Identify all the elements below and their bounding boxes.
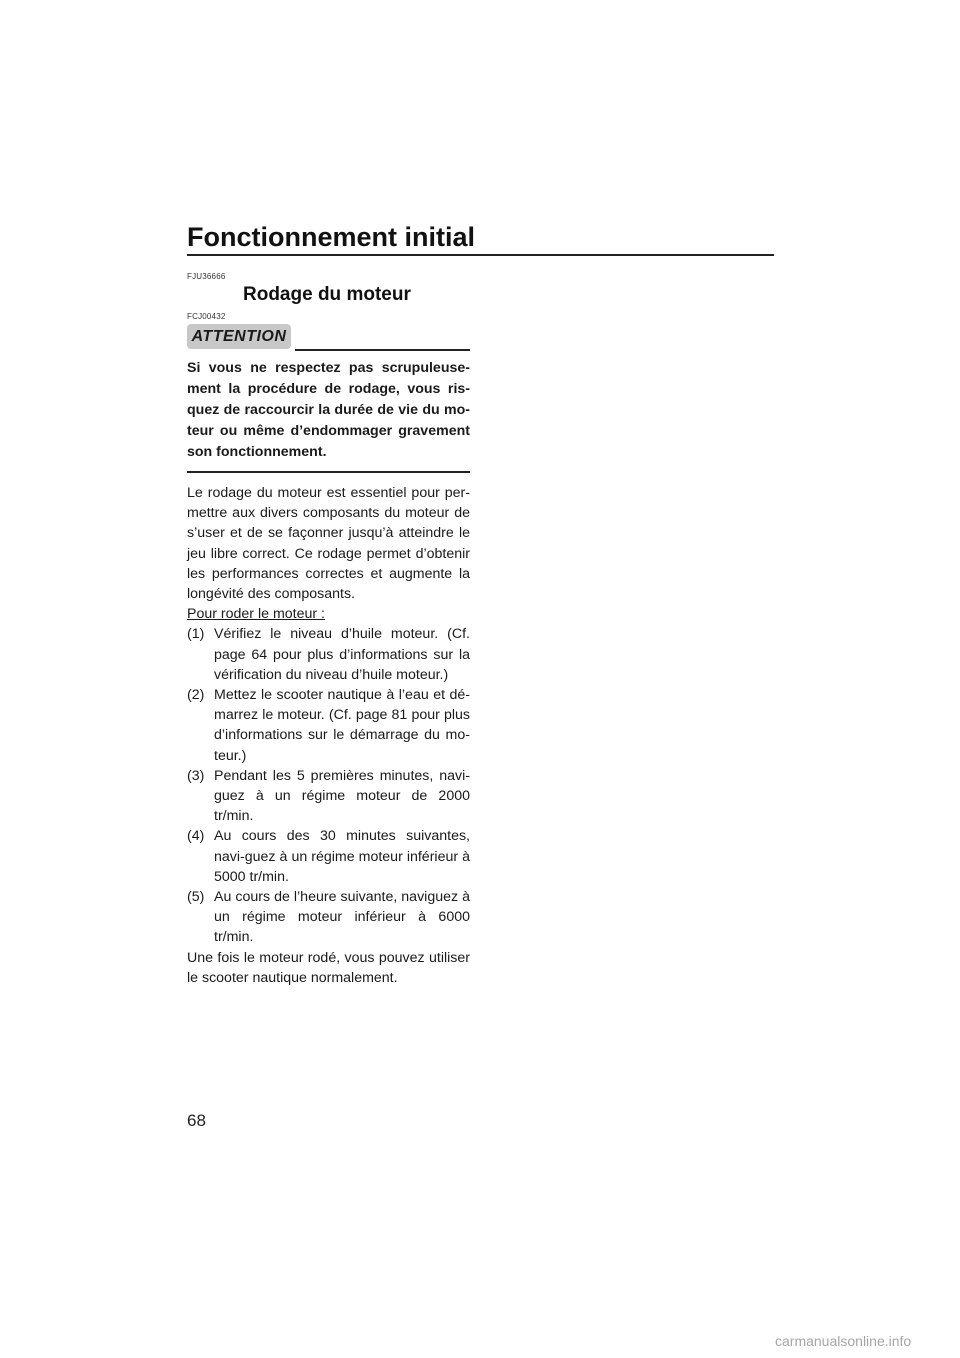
step-text: Pendant les 5 premières minutes, navi-guez à un régime moteur de 2000 tr/min. — [214, 767, 470, 825]
step-text: Vérifiez le niveau d’huile moteur. (Cf. page 64 pour plus d’informations sur la vérification du niveau d’huile moteur.) — [214, 626, 470, 683]
procedure-steps — [187, 624, 470, 947]
step-text: Au cours des 30 minutes suivantes, navi-guez à un régime moteur inférieur à 5000 tr/min. — [214, 828, 470, 885]
attention-badge: ATTENTION — [187, 324, 291, 349]
section-ref-code: FJU36666 — [187, 272, 226, 281]
attention-rule — [295, 349, 470, 351]
watermark: carmanualsonline.info — [775, 1333, 912, 1349]
attention-text: Si vous ne respectez pas scrupuleuse-ment la procédure de rodage, vous ris-quez de raccourcir la durée de vie du mo-teur ou même d’endommager gravement son fonctionnement. — [187, 358, 470, 473]
list-item — [187, 685, 470, 766]
step-number: (1) — [187, 626, 205, 643]
step-number: (5) — [187, 889, 205, 906]
attention-header — [187, 324, 470, 350]
list-item — [187, 887, 470, 948]
content-column — [187, 272, 470, 988]
section-title: Rodage du moteur — [243, 284, 411, 305]
closing-paragraph: Une fois le moteur rodé, vous pouvez utiliser le scooter nautique normalement. — [187, 949, 470, 986]
step-text: Au cours de l’heure suivante, naviguez à un régime moteur inférieur à 6000 tr/min. — [214, 889, 470, 946]
list-item — [187, 826, 470, 887]
list-item — [187, 766, 470, 827]
step-number: (2) — [187, 687, 205, 704]
page-number: 68 — [187, 1111, 206, 1130]
step-number: (4) — [187, 828, 205, 845]
list-item — [187, 624, 470, 685]
intro-paragraph: Le rodage du moteur est essentiel pour per-mettre aux divers composants du moteur de s’user et de se façonner jusqu’à atteindre le jeu libre correct. Ce rodage permet d’obtenir les performances correctes et augmente la longévité des composants. — [187, 485, 470, 603]
step-text: Mettez le scooter nautique à l’eau et dé-marrez le moteur. (Cf. page 81 pour plus d’informations sur le démarrage du mo-teur.) — [214, 687, 470, 764]
step-number: (3) — [187, 767, 205, 784]
chapter-title: Fonctionnement initial — [187, 222, 475, 252]
header-rule — [187, 254, 774, 256]
procedure-heading: Pour roder le moteur : — [187, 606, 325, 623]
attention-ref-code: FCJ00432 — [187, 312, 226, 321]
